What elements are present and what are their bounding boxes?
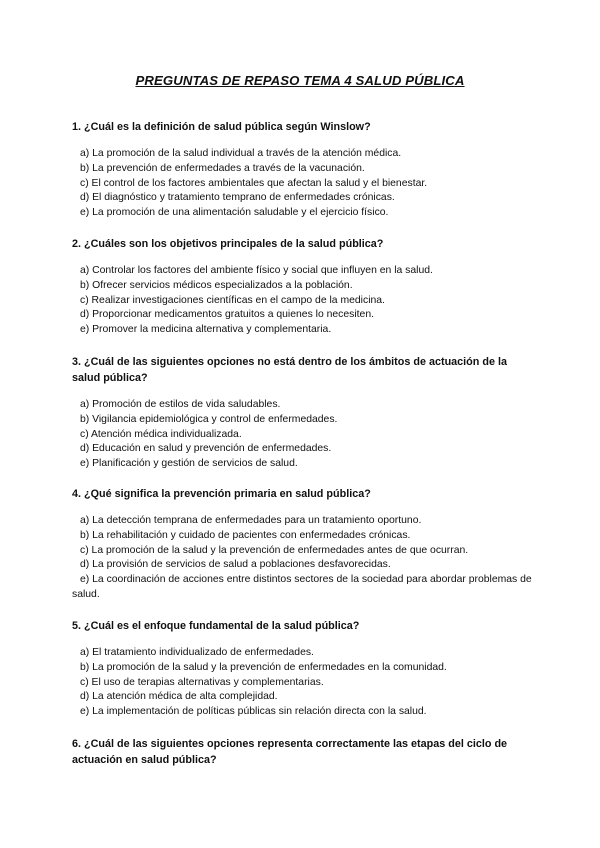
answer-list: [72, 398, 532, 472]
question-text: 2. ¿Cuáles son los objetivos principales de la salud pública?: [72, 238, 384, 250]
answer-option: e) Planificación y gestión de servicios de salud.: [80, 458, 298, 470]
answer-option: c) Realizar investigaciones científicas en el campo de la medicina.: [80, 294, 385, 306]
answer-option: a) El tratamiento individualizado de enfermedades.: [80, 647, 314, 658]
answer-option: b) La prevención de enfermedades a través de la vacunación.: [80, 162, 365, 174]
answer-option: a) La detección temprana de enfermedades para un tratamiento oportuno.: [80, 515, 422, 526]
answer-option: e) La promoción de una alimentación saludable y el ejercicio físico.: [80, 207, 389, 219]
answer-option: d) Proporcionar medicamentos gratuitos a quienes lo necesiten.: [80, 309, 374, 321]
answer-option: a) Controlar los factores del ambiente físico y social que influyen en la salud.: [80, 265, 433, 276]
answer-list: [72, 646, 532, 720]
question-block-4: [72, 486, 532, 603]
answer-option: b) La rehabilitación y cuidado de pacientes con enfermedades crónicas.: [80, 529, 411, 541]
question-block-3: [72, 354, 532, 472]
question-block-6: [72, 736, 532, 768]
answer-list: [72, 264, 532, 338]
question-block-2: [72, 236, 532, 338]
question-block-5: [72, 618, 532, 720]
answer-option: a) Promoción de estilos de vida saludables.: [80, 399, 281, 410]
answer-option: d) La provisión de servicios de salud a poblaciones desfavorecidas.: [80, 559, 391, 571]
question-text: 5. ¿Cuál es el enfoque fundamental de la salud pública?: [72, 620, 360, 632]
question-text: 1. ¿Cuál es la definición de salud pública según Winslow?: [72, 121, 371, 133]
answer-option: d) Educación en salud y prevención de enfermedades.: [80, 443, 332, 455]
question-block-1: [72, 119, 532, 221]
document-title: PREGUNTAS DE REPASO TEMA 4 SALUD PÚBLICA: [135, 73, 465, 88]
answer-option: e) La coordinación de acciones entre distintos sectores de la sociedad para abordar problemas de salud.: [72, 574, 532, 600]
answer-option: b) Vigilancia epidemiológica y control de enfermedades.: [80, 413, 338, 425]
answer-option: c) El uso de terapias alternativas y complementarias.: [80, 676, 324, 688]
question-text: 4. ¿Qué significa la prevención primaria en salud pública?: [72, 488, 371, 500]
answer-option: e) Promover la medicina alternativa y complementaria.: [80, 324, 332, 336]
answer-option: e) La implementación de políticas públicas sin relación directa con la salud.: [80, 706, 427, 718]
answer-option: c) Atención médica individualizada.: [80, 428, 242, 440]
answer-option: b) Ofrecer servicios médicos especializados a la población.: [80, 279, 353, 291]
answer-list: [72, 147, 532, 221]
question-text: 3. ¿Cuál de las siguientes opciones no está dentro de los ámbitos de actuación de la salud pública?: [72, 356, 507, 384]
answer-list: [72, 514, 532, 603]
answer-option: b) La promoción de la salud y la prevención de enfermedades en la comunidad.: [80, 661, 447, 673]
answer-option: d) La atención médica de alta complejidad.: [80, 691, 278, 703]
answer-option: c) La promoción de la salud y la prevención de enfermedades antes de que ocurran.: [80, 544, 469, 556]
answer-option: d) El diagnóstico y tratamiento temprano de enfermedades crónicas.: [80, 192, 395, 204]
question-text: 6. ¿Cuál de las siguientes opciones representa correctamente las etapas del ciclo de actuación en salud pública?: [72, 738, 508, 766]
answer-option: a) La promoción de la salud individual a través de la atención médica.: [80, 148, 402, 159]
answer-option: c) El control de los factores ambientales que afectan la salud y el bienestar.: [80, 177, 428, 189]
